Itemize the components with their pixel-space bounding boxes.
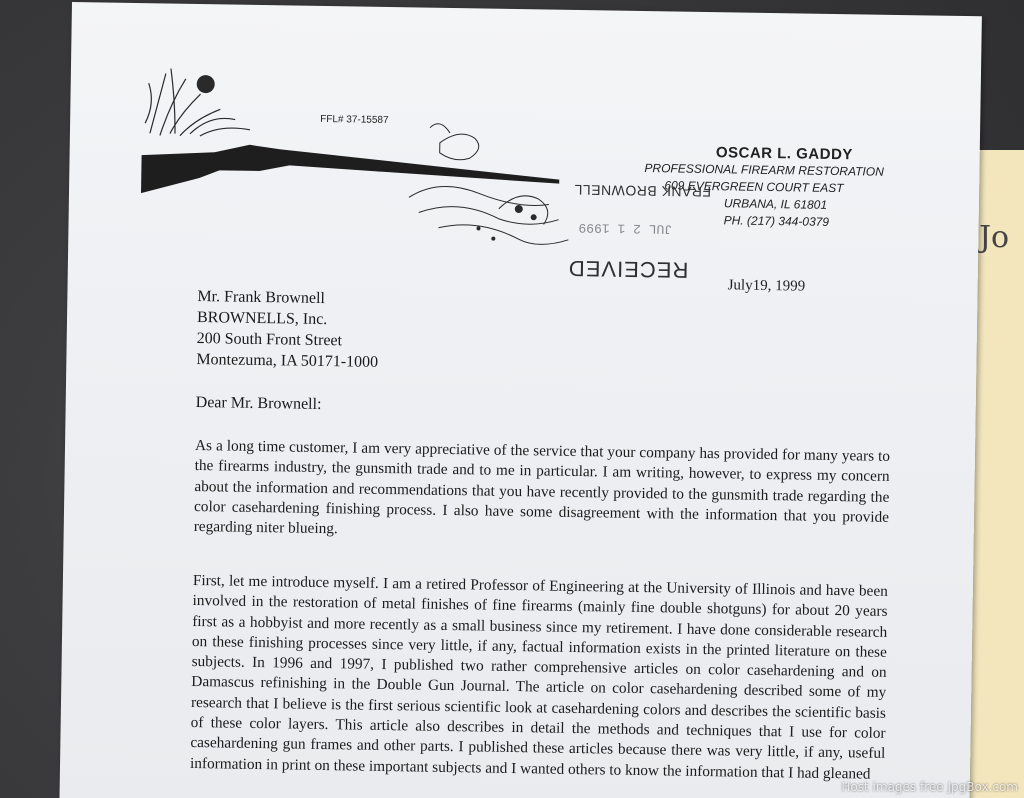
- letter-page: [59, 2, 981, 798]
- letter-date: July19, 1999: [727, 277, 806, 295]
- received-date-stamp: JUL 2 1 1999: [578, 219, 673, 237]
- ffl-number: FFL# 37-15587: [320, 113, 389, 126]
- sender-name: OSCAR L. GADDY: [715, 144, 854, 164]
- body-paragraph: First, let me introduce myself. I am a retired Professor of Engineering at the University of Illinois and have been involved in the restoration of metal finishes of fine firearms (mainly fine double shotguns) for about 20 years first as a hobbyist and more recently as a small business since my retirement. I have done considerable research on these finishing processes since very little, if any, factual information exists in the printed literature on these subjects. In 1996 and 1997, I published two rather comprehensive articles on color casehardening and on Damascus refinishing in the Double Gun Journal. The article on color casehardening described some of my research that I believe is the first serious scientific look at casehardening colors and describes the scientific basis of these color layers. This article also describes in detail the methods and techniques that I use for color casehardening gun frames and other parts. I published these articles because there was very little, if any, useful information in print on these important subjects and I wanted others to know the information that I had gleaned: [189, 571, 888, 783]
- sender-title: PROFESSIONAL FIREARM RESTORATION: [644, 161, 884, 179]
- received-stamp: RECEIVED: [567, 255, 689, 283]
- recipient-name: Mr. Frank Brownell: [197, 288, 326, 308]
- sender-street: 609 EVERGREEN COURT EAST: [664, 178, 844, 196]
- recipient-city: Montezuma, IA 50171-1000: [196, 350, 379, 371]
- shotgun-bird-illustration: [138, 63, 641, 271]
- salutation: Dear Mr. Brownell:: [195, 393, 322, 413]
- folder-handwriting: Jo: [979, 220, 1010, 255]
- recipient-company: BROWNELLS, Inc.: [196, 309, 328, 329]
- sender-city: URBANA, IL 61801: [723, 196, 828, 212]
- watermark: Host images free JpgBox.com: [841, 780, 1018, 794]
- body-paragraph: As a long time customer, I am very appreciative of the service that your company has provided for many years to the firearms industry, the gunsmith trade and to me in particular. I am writing, however, to express my concern about the information and recommendations that you have recently provided to the gunsmith trade regarding the color casehardening finishing process. I also have some disagreement with the information that you provide regarding niter blueing.: [193, 436, 891, 538]
- sender-phone: PH. (217) 344-0379: [723, 213, 830, 229]
- recipient-street: 200 South Front Street: [196, 330, 343, 350]
- recipient-name-stamp: FRANK BROWNELL: [573, 181, 712, 201]
- recipient-address: [196, 286, 379, 373]
- letterhead-address: [644, 143, 885, 232]
